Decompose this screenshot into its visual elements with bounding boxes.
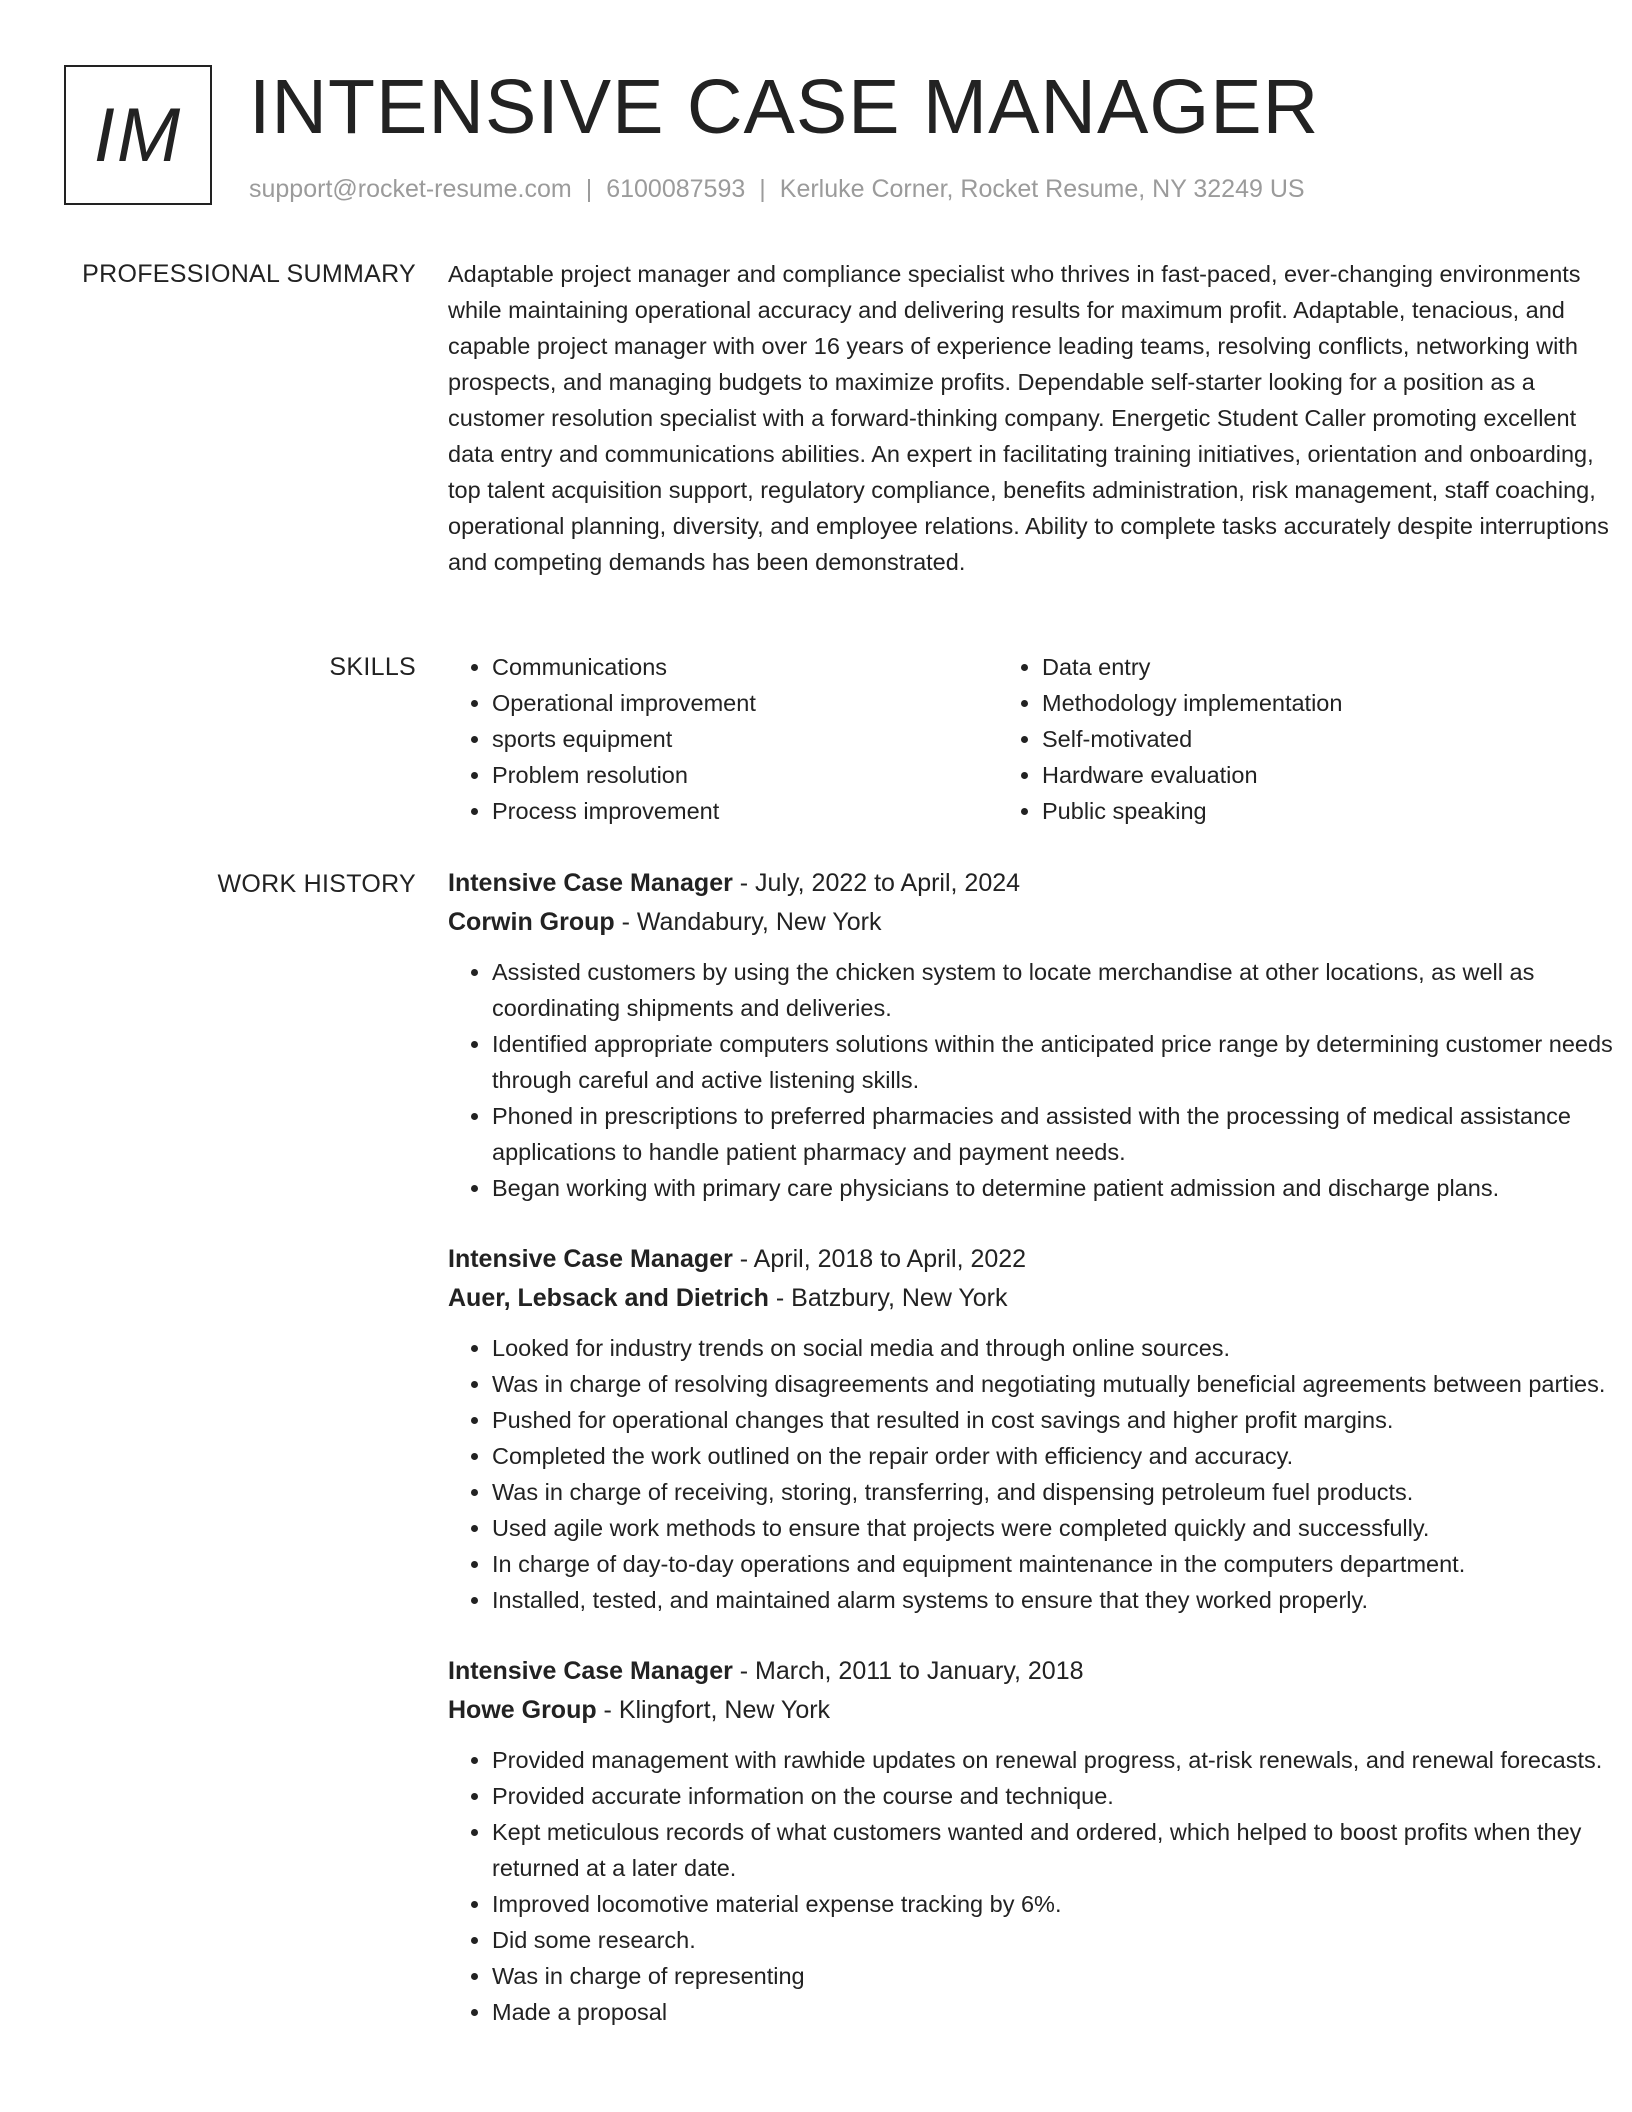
job-dates: - March, 2011 to January, 2018: [732, 1657, 1084, 1685]
job-location: - Klingfort, New York: [596, 1696, 831, 1724]
job-company: Auer, Lebsack and Dietrich: [448, 1284, 769, 1312]
job-bullets: [448, 1742, 1628, 2030]
skill-item: • sports equipment: [492, 721, 998, 757]
skills-body: [448, 649, 1628, 829]
job-title-line: [448, 1240, 1628, 1279]
job-bullet: • Provided accurate information on the course and technique.: [492, 1778, 1628, 1814]
monogram-box: [64, 65, 212, 205]
contact-separator: |: [759, 175, 766, 203]
job-bullet: • Identified appropriate computers solutions within the anticipated price range by determining customer needs through careful and active listening skills.: [492, 1026, 1628, 1098]
job-bullet: • Phoned in prescriptions to preferred pharmacies and assisted with the processing of medical assistance applications to handle patient pharmacy and payment needs.: [492, 1098, 1628, 1170]
job-company-line: [448, 1691, 1628, 1730]
job-bullet: • Used agile work methods to ensure that projects were completed quickly and successfully.: [492, 1510, 1628, 1546]
skill-item: • Public speaking: [1042, 793, 1548, 829]
skill-item: • Communications: [492, 649, 998, 685]
job-bullets: [448, 1330, 1628, 1618]
work-history-body: [448, 864, 1628, 2064]
section-heading-skills: SKILLS: [329, 653, 416, 681]
job-bullet: • Was in charge of representing: [492, 1958, 1628, 1994]
job-bullets: [448, 954, 1628, 1206]
job-bullet: • Made a proposal: [492, 1994, 1628, 2030]
job-location: - Batzbury, New York: [768, 1284, 1008, 1312]
skill-item: • Self-motivated: [1042, 721, 1548, 757]
candidate-name: INTENSIVE CASE MANAGER: [249, 64, 1320, 150]
job-company: Howe Group: [448, 1696, 597, 1724]
skill-item: • Operational improvement: [492, 685, 998, 721]
summary-body: [448, 256, 1628, 580]
job-bullet: • Provided management with rawhide updates on renewal progress, at-risk renewals, and renewal forecasts.: [492, 1742, 1628, 1778]
job-bullet: • Began working with primary care physicians to determine patient admission and discharge plans.: [492, 1170, 1628, 1206]
job-bullet: • Installed, tested, and maintained alarm systems to ensure that they worked properly.: [492, 1582, 1628, 1618]
job-bullet: • Completed the work outlined on the repair order with efficiency and accuracy.: [492, 1438, 1628, 1474]
job-title: Intensive Case Manager: [448, 869, 733, 897]
job-entry: [448, 1652, 1628, 2030]
job-bullet: • Did some research.: [492, 1922, 1628, 1958]
job-company-line: [448, 903, 1628, 942]
skills-list-right: [998, 649, 1548, 829]
job-dates: - July, 2022 to April, 2024: [732, 869, 1021, 897]
skill-item: • Data entry: [1042, 649, 1548, 685]
skill-item: • Problem resolution: [492, 757, 998, 793]
job-bullet: • Was in charge of resolving disagreements and negotiating mutually beneficial agreements between parties.: [492, 1366, 1628, 1402]
job-location: - Wandabury, New York: [614, 908, 882, 936]
section-heading-summary: PROFESSIONAL SUMMARY: [82, 260, 416, 288]
job-title: Intensive Case Manager: [448, 1245, 733, 1273]
job-bullet: • Looked for industry trends on social media and through online sources.: [492, 1330, 1628, 1366]
job-title-line: [448, 864, 1628, 903]
contact-phone: 6100087593: [606, 175, 746, 203]
job-company: Corwin Group: [448, 908, 615, 936]
job-bullet: • Was in charge of receiving, storing, transferring, and dispensing petroleum fuel products.: [492, 1474, 1628, 1510]
skill-item: • Hardware evaluation: [1042, 757, 1548, 793]
section-heading-work-history: WORK HISTORY: [217, 870, 416, 898]
job-title: Intensive Case Manager: [448, 1657, 733, 1685]
job-company-line: [448, 1279, 1628, 1318]
skills-list-left: [448, 649, 998, 829]
skill-item: • Methodology implementation: [1042, 685, 1548, 721]
contact-line: [249, 175, 1305, 204]
monogram-initials: IM: [93, 92, 183, 178]
contact-email: support@rocket-resume.com: [249, 175, 572, 203]
job-dates: - April, 2018 to April, 2022: [732, 1245, 1027, 1273]
job-entry: [448, 1240, 1628, 1618]
job-bullet: • Pushed for operational changes that resulted in cost savings and higher profit margins.: [492, 1402, 1628, 1438]
job-entry: [448, 864, 1628, 1206]
contact-separator: |: [585, 175, 593, 203]
resume-header: [64, 65, 1584, 215]
summary-text: Adaptable project manager and compliance specialist who thrives in fast-paced, ever-changing environments while maintaining operational accuracy and delivering results for maximum profit. Adaptable, tenacious, and capable project manager with over 16 years of experience leading teams, resolving conflicts, networking with prospects, and managing budgets to maximize profits. Dependable self-starter looking for a position as a customer resolution specialist with a forward-thinking company. Energetic Student Caller promoting excellent data entry and communications abilities. An expert in facilitating training initiatives, orientation and onboarding, top talent acquisition support, regulatory compliance, benefits administration, risk management, staff coaching, operational planning, diversity, and employee relations. Ability to complete tasks accurately despite interruptions and competing demands has been demonstrated.: [448, 261, 1609, 575]
job-bullet: • In charge of day-to-day operations and equipment maintenance in the computers department.: [492, 1546, 1628, 1582]
skills-columns: [448, 649, 1628, 829]
job-bullet: • Kept meticulous records of what customers wanted and ordered, which helped to boost profits when they returned at a later date.: [492, 1814, 1628, 1886]
job-bullet: • Improved locomotive material expense tracking by 6%.: [492, 1886, 1628, 1922]
job-bullet: • Assisted customers by using the chicken system to locate merchandise at other locations, as well as coordinating shipments and deliveries.: [492, 954, 1628, 1026]
skill-item: • Process improvement: [492, 793, 998, 829]
contact-address: Kerluke Corner, Rocket Resume, NY 32249 US: [779, 175, 1305, 203]
job-title-line: [448, 1652, 1628, 1691]
